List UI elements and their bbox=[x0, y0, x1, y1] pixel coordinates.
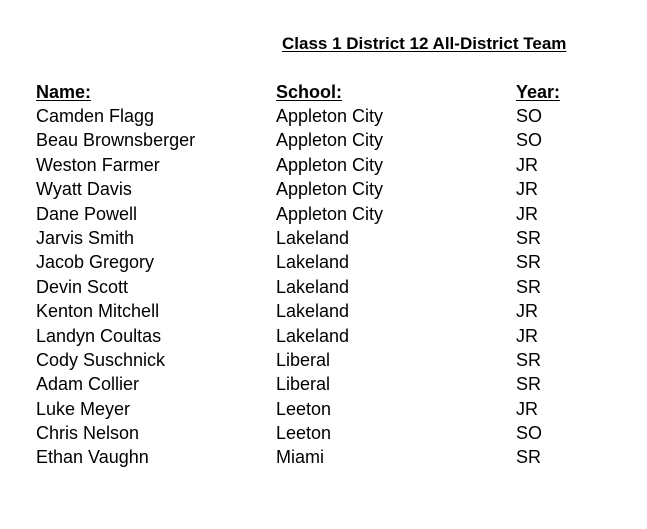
player-school: Appleton City bbox=[276, 203, 384, 224]
player-year: SR bbox=[516, 374, 542, 395]
player-name: Landyn Coultas bbox=[36, 325, 162, 346]
list-item bbox=[0, 275, 647, 299]
player-name: Adam Collier bbox=[36, 374, 140, 395]
player-school: Lakeland bbox=[276, 301, 350, 322]
player-name: Weston Farmer bbox=[36, 154, 160, 175]
player-school: Leeton bbox=[276, 398, 332, 419]
player-year: SR bbox=[516, 349, 542, 370]
player-year: SR bbox=[516, 227, 542, 248]
player-year: JR bbox=[516, 154, 538, 175]
player-name: Camden Flagg bbox=[36, 106, 155, 126]
list-item bbox=[0, 324, 647, 348]
player-school: Appleton City bbox=[276, 154, 384, 175]
player-year: JR bbox=[516, 179, 538, 200]
column-header-name: Name: bbox=[36, 82, 92, 102]
player-year: JR bbox=[516, 301, 538, 322]
list-item bbox=[0, 104, 647, 128]
player-school: Liberal bbox=[276, 349, 331, 370]
player-school: Appleton City bbox=[276, 179, 384, 200]
player-year: SO bbox=[516, 423, 543, 444]
list-item bbox=[0, 177, 647, 201]
player-name: Kenton Mitchell bbox=[36, 301, 160, 322]
list-item bbox=[0, 445, 647, 469]
player-year: SR bbox=[516, 447, 542, 468]
player-name: Devin Scott bbox=[36, 276, 129, 297]
player-name: Luke Meyer bbox=[36, 398, 131, 419]
player-school: Liberal bbox=[276, 374, 331, 395]
list-item bbox=[0, 153, 647, 177]
list-item bbox=[0, 202, 647, 226]
player-year: SR bbox=[516, 252, 542, 273]
player-name: Ethan Vaughn bbox=[36, 447, 149, 468]
player-year: SO bbox=[516, 106, 543, 126]
player-school: Appleton City bbox=[276, 106, 384, 126]
player-school: Lakeland bbox=[276, 252, 350, 273]
column-header-year: Year: bbox=[516, 82, 561, 102]
team-list bbox=[0, 104, 647, 470]
player-year: SO bbox=[516, 130, 543, 151]
player-school: Lakeland bbox=[276, 227, 350, 248]
player-name: Wyatt Davis bbox=[36, 179, 132, 200]
list-item bbox=[0, 226, 647, 250]
player-school: Miami bbox=[276, 447, 324, 468]
list-item bbox=[0, 372, 647, 396]
player-name: Jarvis Smith bbox=[36, 227, 135, 248]
player-school: Appleton City bbox=[276, 130, 384, 151]
list-item bbox=[0, 421, 647, 445]
player-year: JR bbox=[516, 325, 538, 346]
list-item bbox=[0, 128, 647, 152]
player-name: Beau Brownsberger bbox=[36, 130, 196, 151]
page-title: Class 1 District 12 All-District Team bbox=[282, 34, 567, 53]
list-item bbox=[0, 250, 647, 274]
player-name: Chris Nelson bbox=[36, 423, 140, 444]
list-item bbox=[0, 299, 647, 323]
list-item bbox=[0, 397, 647, 421]
player-year: SR bbox=[516, 276, 542, 297]
player-school: Leeton bbox=[276, 423, 332, 444]
column-header-school: School: bbox=[276, 82, 342, 102]
player-school: Lakeland bbox=[276, 276, 350, 297]
player-name: Jacob Gregory bbox=[36, 252, 155, 273]
player-year: JR bbox=[516, 203, 538, 224]
list-item bbox=[0, 348, 647, 372]
player-school: Lakeland bbox=[276, 325, 350, 346]
player-name: Cody Suschnick bbox=[36, 349, 166, 370]
player-year: JR bbox=[516, 398, 538, 419]
player-name: Dane Powell bbox=[36, 203, 138, 224]
